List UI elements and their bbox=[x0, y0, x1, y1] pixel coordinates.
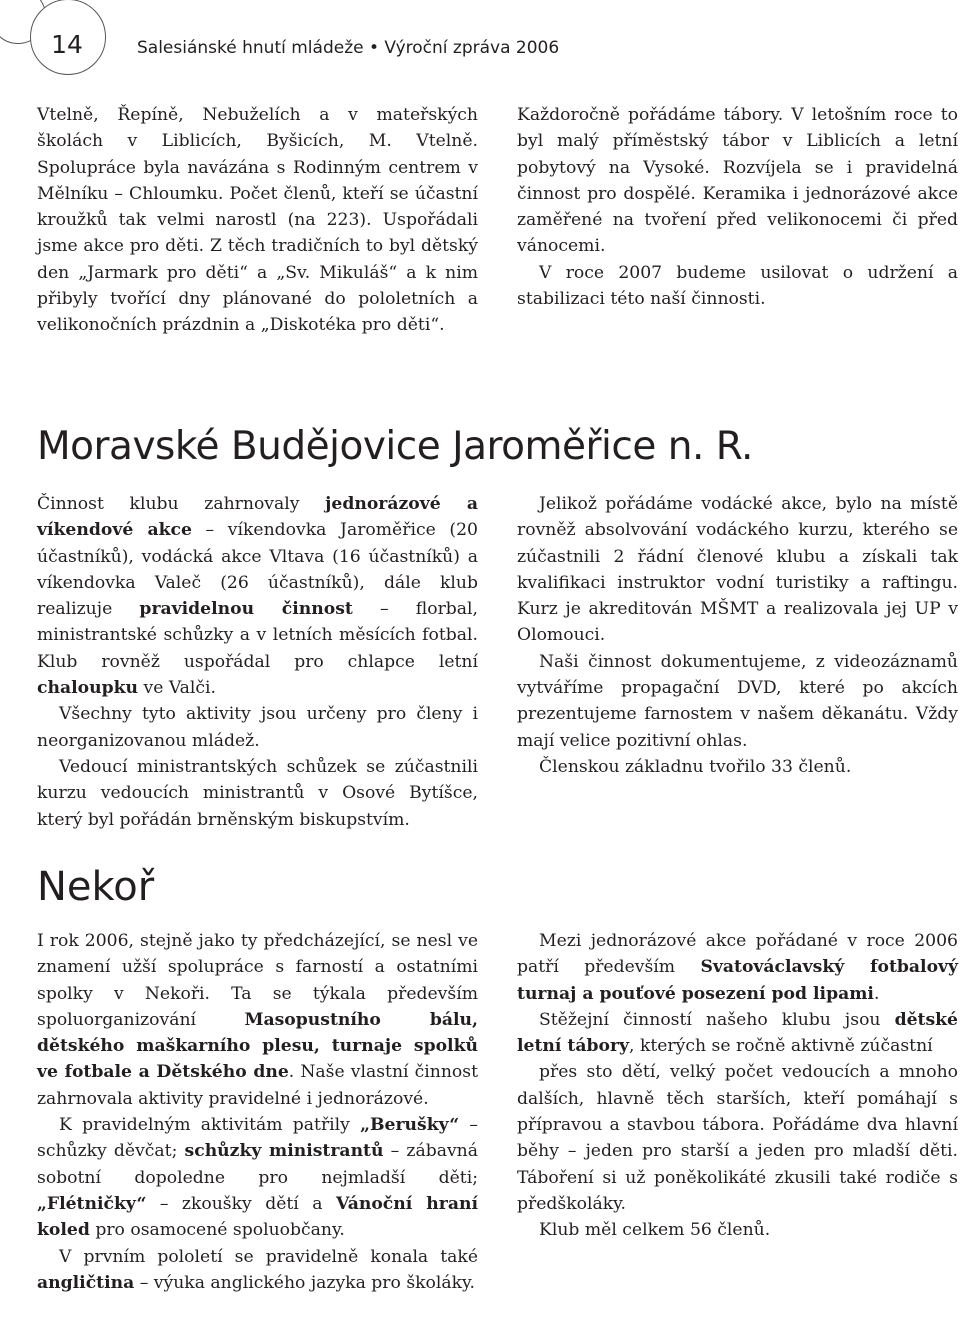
nekor-right-paragraph-3: přes sto dětí, velký počet vedoucích a mnoho dalších, hlavně těch starších, kteří pomáhají s přípravou a stavbou tábora. Pořádáme dva hlavní běhy – jeden pro starší a jeden pro mladší děti. Táboření si už poněkolikáté zkusili také rodiče s předškoláky. bbox=[517, 1062, 958, 1214]
nekor-right-column bbox=[517, 928, 958, 1244]
intro-left-column bbox=[37, 102, 478, 339]
bold-text: angličtina bbox=[37, 1272, 135, 1293]
section-heading-nekor: Nekoř bbox=[37, 864, 155, 910]
moravske-left-paragraph-3: Vedoucí ministrantských schůzek se zúčastnili kurzu vedoucích ministrantů v Osové Bytíšce, který byl pořádán brněnským biskupstvím. bbox=[37, 756, 478, 830]
intro-right-paragraph-2: V roce 2007 budeme usilovat o udržení a stabilizaci této naší činnosti. bbox=[517, 262, 958, 310]
nekor-left-paragraph-3: V prvním pololetí se pravidelně konala také angličtina – výuka anglického jazyka pro školáky. bbox=[37, 1246, 478, 1293]
bold-text: pravidelnou činnost bbox=[139, 599, 353, 620]
bold-text: „Berušky“ bbox=[360, 1115, 460, 1136]
moravske-right-paragraph-3: Členskou základnu tvořilo 33 členů. bbox=[539, 756, 852, 777]
bold-text: Svatováclavský fotbalový turnaj a pouťové posezení pod lipami bbox=[517, 957, 959, 1004]
bold-text: „Flétničky“ bbox=[37, 1193, 147, 1214]
nekor-left-paragraph-2: K pravidelným aktivitám patřily „Berušky“ – schůzky děvčat; schůzky ministrantů – zábavná sobotní dopoledne pro nejmladší děti; „Flétničky“ – zkoušky dětí a Vánoční hraní koled pro osamocené spoluobčany. bbox=[37, 1115, 479, 1241]
moravske-right-paragraph-1: Jelikož pořádáme vodácké akce, bylo na místě rovněž absolvování vodáckého kurzu, kterého se zúčastnili 2 řádní členové klubu a získali tak kvalifikaci instruktor vodní turistiky a raftingu. Kurz je akreditován MŠMT a realizovala jej UP v Olomouci. bbox=[517, 494, 958, 646]
bold-text: chaloupku bbox=[37, 678, 139, 699]
intro-right-paragraph-1: Každoročně pořádáme tábory. V letošním roce to byl malý příměstský tábor v Liblicích a letní pobytový na Vysoké. Rozvíjela se i pravidelná činnost pro dospělé. Keramika i jednorázové akce zaměřené na tvoření před velikonocemi či před vánocemi. bbox=[517, 105, 958, 257]
moravske-right-column bbox=[517, 491, 958, 780]
bold-text: schůzky ministrantů bbox=[184, 1141, 384, 1162]
intro-right-column bbox=[517, 102, 958, 312]
nekor-right-paragraph-2: Stěžejní činností našeho klubu jsou dětské letní tábory, kterých se ročně aktivně zúčastní bbox=[517, 1009, 958, 1057]
moravske-right-paragraph-2: Naši činnost dokumentujeme, z videozáznamů vytváříme propagační DVD, které po akcích prezentujeme farnostem v našem děkanátu. Vždy mají velice pozitivní ohlas. bbox=[517, 651, 958, 751]
bold-text: Vánoční hraní koled bbox=[37, 1193, 478, 1241]
page-number: 14 bbox=[51, 30, 83, 59]
intro-left-paragraph: Vtelně, Řepíně, Nebuželích a v mateřských školách v Liblicích, Byšicích, M. Vtelně. Spolupráce byla navázána s Rodinným centrem v Mělníku – Chloumku. Počet členů, kteří se účastní kroužků tak velmi narostl (na 223). Uspořádali jsme akce pro děti. Z těch tradičních to byl dětský den „Jarmark pro děti“ a „Sv. Mikuláš“ a k nim přibyly tvořící dny plánované do pololetních a velikonočních prázdnin a „Diskotéka pro děti“. bbox=[37, 105, 478, 336]
moravske-left-paragraph-2: Všechny tyto aktivity jsou určeny pro členy i neorganizovanou mládež. bbox=[37, 704, 478, 751]
moravske-left-column bbox=[37, 491, 478, 833]
bold-text: dětské letní tábory bbox=[517, 1009, 958, 1057]
bold-text: Masopustního bálu, dětského maškarního plesu, turnaje spolků ve fotbale a Dětského dne bbox=[37, 1009, 478, 1083]
moravske-left-paragraph-1: Činnost klubu zahrnovaly jednorázové a víkendové akce – víkendovka Jaroměřice (20 účastníků), vodácká akce Vltava (16 účastníků) a víkendovka Valeč (26 účastníků), dále klub realizuje pravidelnou činnost – florbal, ministrantské schůzky a v letních měsících fotbal. Klub rovněž uspořádal pro chlapce letní chaloupku ve Valči. bbox=[37, 494, 479, 699]
nekor-right-paragraph-1: Mezi jednorázové akce pořádané v roce 2006 patří především Svatováclavský fotbalový turnaj a pouťové posezení pod lipami. bbox=[517, 931, 959, 1004]
section-heading-moravske: Moravské Budějovice Jaroměřice n. R. bbox=[37, 424, 753, 469]
nekor-right-paragraph-4: Klub měl celkem 56 členů. bbox=[539, 1220, 771, 1241]
running-header: Salesiánské hnutí mládeže • Výroční zpráva 2006 bbox=[137, 38, 560, 58]
nekor-left-paragraph-1: I rok 2006, stejně jako ty předcházející, se nesl ve znamení užší spolupráce s farností a ostatními spolky v Nekoři. Ta se týkala především spoluorganizování Masopustního bálu, dětského maškarního plesu, turnaje spolků ve fotbale a Dětského dne. Naše vlastní činnost zahrnovala aktivity pravidelné i jednorázové. bbox=[37, 931, 478, 1109]
nekor-left-column bbox=[37, 928, 478, 1296]
bold-text: jednorázové a víkendové akce bbox=[37, 494, 478, 541]
